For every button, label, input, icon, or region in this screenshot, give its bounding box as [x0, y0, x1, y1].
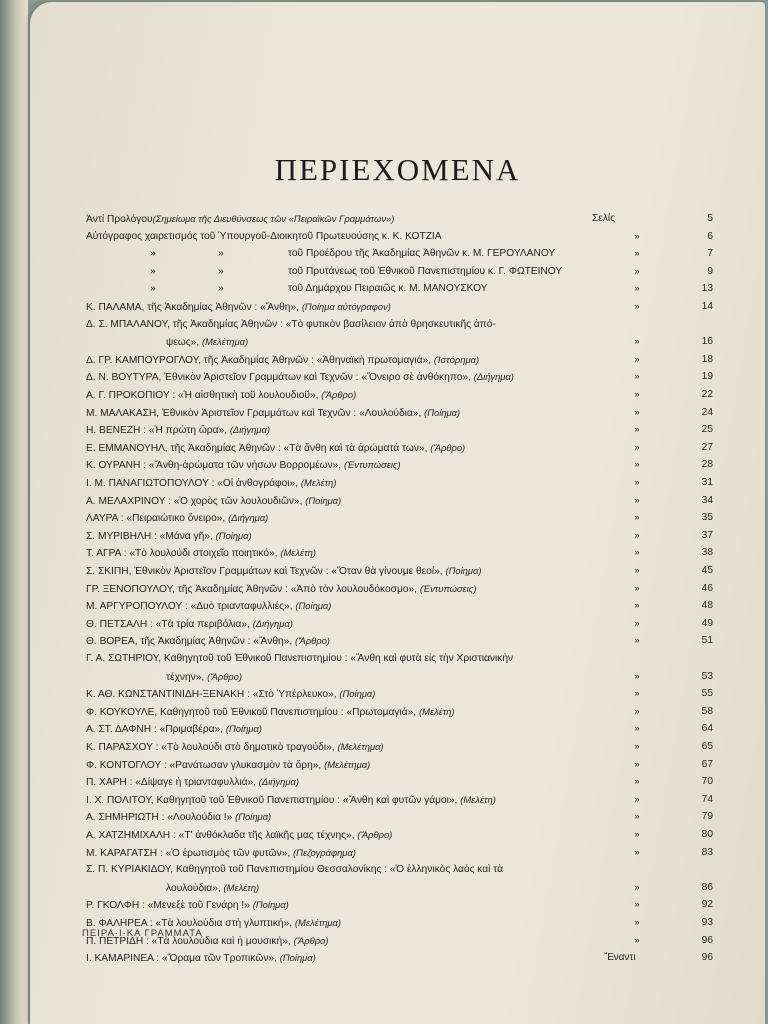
toc-row	[30, 386, 765, 403]
toc-entry-genre: (Διήγημα)	[473, 371, 514, 383]
toc-page-number: 96	[701, 934, 713, 946]
toc-page-number: 80	[701, 829, 713, 840]
toc-row	[30, 632, 765, 649]
toc-entry-genre: (Ἄρθρο)	[430, 441, 466, 453]
toc-page-number: 31	[701, 477, 713, 488]
toc-entry-title: Κ. ΠΑΡΑΣΧΟΥ : «Τὸ λουλούδι στὸ δημοτικὸ τραγούδι»,	[86, 742, 338, 753]
toc-entry-genre: (Ἄρθρο)	[293, 934, 329, 946]
toc-row	[30, 228, 765, 245]
toc-page-number: 55	[701, 688, 713, 700]
toc-entry	[166, 668, 242, 686]
toc-entry-title: τοῦ Δημάρχου Πειραιῶς κ. Μ. ΜΑΝΟΥΣΚΟΥ	[288, 283, 488, 295]
toc-entry	[86, 844, 356, 862]
toc-entry-genre: (Διήγημα)	[229, 424, 271, 436]
toc-page-number: 58	[701, 705, 713, 717]
toc-entry	[86, 509, 268, 527]
toc-row	[30, 756, 765, 773]
toc-entry-title: Αὐτόγραφος χαιρετισμός τοῦ Ὑπουργοῦ-Διοικητοῦ Πρωτευούσης κ. Κ. ΚΟΤΖΙΑ	[86, 230, 442, 242]
toc-entry	[86, 597, 331, 615]
toc-row	[30, 245, 765, 262]
toc-entry-genre: (Ἄρθρο)	[321, 389, 357, 400]
toc-row	[30, 861, 765, 878]
toc-ditto-marker: »	[634, 529, 640, 540]
toc-entry-title: Ι. ΚΑΜΑΡΙΝΕΑ : «Ὅραμα τῶν Τροπικῶν»,	[86, 953, 280, 965]
toc-ditto-marker: »	[634, 371, 640, 382]
table-of-contents	[30, 2, 765, 1024]
toc-entry-genre: (Σημείωμα τῆς Διευθύνσεως τῶν «Πειραϊκῶν Γραμμάτων»)	[152, 213, 395, 224]
toc-page-number: 96	[701, 952, 713, 964]
toc-entry	[86, 791, 496, 809]
toc-entry	[86, 632, 330, 650]
toc-entry	[86, 298, 391, 316]
toc-row	[30, 685, 765, 702]
toc-entry	[86, 210, 394, 228]
toc-row	[30, 580, 765, 597]
toc-page-number: 18	[701, 353, 713, 365]
toc-ditto-marker: »	[634, 881, 640, 892]
toc-entry-title: Κ. ΟΥΡΑΝΗ : «Ἄνθη-ἀρώματα τῶν νήσων Βορρομέων»,	[86, 460, 344, 472]
toc-entry-genre: (Ποίημα αὐτόγραφον)	[301, 301, 391, 312]
toc-page-number: 22	[701, 389, 713, 400]
toc-row	[30, 316, 765, 333]
toc-ditto-marker: »	[634, 811, 640, 822]
toc-entry-genre: (Ποίημα)	[225, 723, 262, 735]
toc-entry-title: Θ. ΠΕΤΣΑΛΗ : «Τὰ τρία περιβόλια»,	[86, 618, 253, 630]
toc-entry	[86, 421, 270, 439]
toc-entry-genre: (Ἄρθρο)	[295, 635, 330, 647]
toc-entry-genre: (Μελέτημα)	[324, 758, 371, 770]
toc-ditto-marker: »	[634, 582, 640, 593]
toc-entry-genre: (Ποίημα)	[339, 688, 376, 700]
toc-row	[30, 544, 765, 561]
toc-row	[30, 720, 765, 737]
toc-ditto-marker: »	[634, 424, 640, 435]
toc-entry-title: Α. ΜΕΛΑΧΡΙΝΟΥ : «Ὁ χορὸς τῶν λουλουδιῶν»,	[86, 495, 306, 507]
toc-row	[30, 474, 765, 491]
toc-entry-genre: (Μελέτημα)	[337, 741, 384, 752]
toc-row	[30, 808, 765, 825]
toc-ditto-marker: »	[634, 512, 640, 523]
toc-row	[30, 456, 765, 473]
toc-ditto-marker: »	[634, 600, 640, 611]
toc-page-number: 79	[701, 811, 713, 823]
toc-row	[30, 826, 765, 843]
toc-row	[30, 439, 765, 456]
toc-entry-title: Α. Γ. ΠΡΟΚΟΠΙΟΥ : «Ἡ αἰσθητικὴ τοῦ λουλουδιοῦ»,	[86, 390, 322, 401]
toc-entry-title: Δ. Ν. ΒΟΥΤΥΡΑ, Ἐθνικὸν Ἀριστεῖον Γραμμάτων καὶ Τεχνῶν : «Ὄνειρο σὲ ἀνθόκηπο»,	[86, 372, 474, 384]
toc-page-number: 35	[701, 512, 713, 524]
toc-entry-genre: (Μελέτη)	[223, 881, 260, 893]
toc-ditto-marker: »	[634, 230, 640, 241]
toc-ditto-marker: »	[634, 688, 640, 699]
toc-entry	[166, 879, 259, 897]
toc-page-number: 65	[701, 741, 713, 752]
toc-entry-genre: (Μελέτημα)	[294, 917, 342, 928]
toc-entry-title: ψεως»,	[166, 337, 202, 349]
toc-entry-genre: (Διήγημα)	[228, 512, 269, 524]
toc-entry-genre: (Ποίημα)	[305, 494, 342, 506]
toc-entry-title: Φ. ΚΟΥΚΟΥΛΕ, Καθηγητοῦ τοῦ Ἐθνικοῦ Πανεπιστημίου : «Πρωτομαγιά»,	[86, 706, 419, 718]
toc-row	[30, 280, 765, 297]
toc-ditto-marker: »	[634, 283, 640, 294]
toc-page-number: 92	[701, 899, 713, 911]
ditto-mark: »	[218, 248, 224, 260]
toc-row	[30, 421, 765, 438]
toc-entry	[86, 562, 481, 580]
toc-page-number: 9	[707, 265, 713, 277]
toc-page-number: 74	[701, 793, 713, 805]
toc-entry	[86, 808, 271, 826]
toc-row	[30, 298, 765, 315]
toc-ditto-marker: »	[634, 265, 640, 276]
toc-entry	[86, 773, 299, 791]
toc-page-number: 34	[701, 494, 713, 506]
ditto-mark: »	[150, 283, 156, 295]
background-book-edge	[0, 0, 28, 1024]
toc-ditto-marker: »	[634, 723, 640, 734]
toc-row	[30, 668, 765, 685]
toc-page-number: 67	[701, 758, 713, 770]
toc-entry	[86, 316, 496, 333]
toc-entry-title: Σ. Π. ΚΥΡΙΑΚΙΔΟΥ, Καθηγητοῦ τοῦ Πανεπιστημίου Θεσσαλονίκης : «Ὁ ἑλληνικὸς λαὸς καὶ τὰ	[86, 864, 504, 876]
toc-row	[30, 527, 765, 544]
toc-row	[30, 562, 765, 579]
toc-page-number: 53	[701, 670, 713, 682]
toc-entry-title: Β. ΦΑΛΗΡΕΑ : «Τὰ λουλούδια στὴ γλυπτική»,	[86, 918, 295, 929]
toc-entry-genre: (Ἄρθρο)	[207, 670, 243, 682]
page-column-label: Σελίς	[592, 213, 616, 224]
toc-entry	[288, 263, 562, 280]
toc-page-number: 51	[701, 635, 713, 647]
toc-entry-title: Φ. ΚΟΝΤΟΓΛΟΥ : «Ρανάτωσαν γλυκασμὸν τὰ ὄρη»,	[86, 759, 325, 771]
toc-entry	[86, 949, 316, 967]
toc-entry-title: Ι. Χ. ΠΟΛΙΤΟΥ, Καθηγητοῦ τοῦ Ἐθνικοῦ Πανεπιστημίου : «Ἄνθη καὶ φυτῶν γάμοι»,	[86, 794, 461, 806]
toc-page-number: 6	[707, 230, 713, 242]
toc-row	[30, 879, 765, 896]
toc-row	[30, 773, 765, 790]
toc-entry	[86, 896, 289, 914]
toc-entry	[86, 861, 503, 878]
toc-row	[30, 949, 765, 966]
toc-entry-genre: (Μελέτη)	[300, 477, 337, 488]
toc-entry-genre: (Ἱστόρημα)	[433, 353, 480, 365]
toc-page-number: 19	[701, 371, 713, 383]
toc-entry-title: Η. ΒΕΝΕΖΗ : «Ἡ πρώτη ὥρα»,	[86, 425, 230, 437]
toc-row	[30, 844, 765, 861]
toc-entry	[86, 351, 479, 369]
toc-row	[30, 351, 765, 368]
toc-page-number: 48	[701, 600, 713, 612]
toc-entry-genre: (Ἄρθρο)	[357, 829, 393, 840]
toc-entry	[86, 439, 465, 457]
toc-row	[30, 597, 765, 614]
toc-entry-genre: (Ποίημα)	[252, 899, 289, 911]
toc-page-number: 83	[701, 846, 713, 858]
toc-entry-title: τέχνην»,	[166, 671, 208, 683]
toc-entry-genre: (Μελέτη)	[460, 793, 496, 805]
document-page	[30, 2, 765, 1024]
toc-page-number: 70	[701, 776, 713, 788]
toc-page-number: 28	[701, 459, 713, 471]
toc-ditto-marker: »	[634, 565, 640, 575]
toc-entry-title: Ε. ΕΜΜΑΝΟΥΗΛ, τῆς Ἀκαδημίας Ἀθηνῶν : «Τὰ ἄνθη καὶ τὰ ἀρώματά των»,	[86, 442, 431, 454]
toc-ditto-marker: Ἔναντι	[604, 952, 636, 964]
toc-entry-title: Ρ. ΓΚΟΛΦΗ : «Μενεξὲ τοῦ Γενάρη !»	[86, 900, 253, 912]
ditto-mark: »	[150, 248, 156, 260]
ditto-mark: »	[218, 283, 224, 295]
toc-entry-title: Π. ΠΕΤΡΙΔΗ : «Τὰ λουλούδια καὶ ἡ μουσική»,	[86, 935, 294, 947]
toc-page-number: 64	[701, 723, 713, 735]
toc-entry-title: λουλούδια»,	[166, 882, 224, 894]
toc-entry	[288, 245, 555, 262]
toc-entry	[86, 456, 401, 474]
toc-entry-title: Μ. ΑΡΓΥΡΟΠΟΥΛΟΥ : «Δυὸ τριανταφυλλιές»,	[86, 601, 296, 613]
toc-entry-title: Σ. ΣΚΙΠΗ, Ἐθνικὸν Ἀριστεῖον Γραμμάτων καὶ Τεχνῶν : «Ὅταν θὰ γίνουμε θεοί»,	[86, 566, 446, 577]
toc-entry	[86, 228, 442, 245]
toc-page-number: 13	[701, 283, 713, 295]
toc-entry-genre: (Ποίημα)	[445, 565, 482, 576]
toc-entry	[86, 527, 252, 545]
toc-entry-title: Ἀντί Προλόγου	[86, 214, 153, 225]
toc-entry	[86, 738, 384, 756]
toc-entry-genre: (Ποίημα)	[235, 811, 272, 823]
toc-row	[30, 509, 765, 526]
toc-entry-title: Θ. ΒΟΡΕΑ, τῆς Ἀκαδημίας Ἀθηνῶν : «Ἄνθη»,	[86, 636, 295, 648]
toc-entry-genre: (Ποίημα)	[215, 529, 252, 541]
toc-entry-title: Κ. ΠΑΛΑΜΑ, τῆς Ἀκαδημίας Ἀθηνῶν : «Ἄνθη»,	[86, 302, 302, 313]
toc-row	[30, 404, 765, 421]
toc-entry-title: ΛΑΥΡΑ : «Πειραιώτικο ὄνειρο»,	[86, 513, 229, 525]
toc-ditto-marker: »	[634, 776, 640, 787]
toc-entry	[86, 826, 392, 844]
toc-entry-title: Κ. ΑΘ. ΚΩΝΣΤΑΝΤΙΝΙΔΗ-ΞΕΝΑΚΗ : «Στὸ Ὑπέρλευκο»,	[86, 689, 340, 701]
toc-page-number: 27	[701, 441, 713, 453]
toc-ditto-marker: »	[634, 899, 640, 910]
toc-ditto-marker: »	[634, 758, 640, 769]
toc-page-number: 7	[707, 248, 713, 260]
toc-entry-genre: (Διήγημα)	[258, 776, 299, 788]
toc-page-number: 25	[701, 424, 713, 436]
toc-ditto-marker: »	[634, 917, 640, 927]
toc-entry-genre: (Μελέτη)	[280, 547, 316, 559]
toc-entry-genre: (Ποίημα)	[424, 406, 461, 418]
toc-ditto-marker: »	[634, 301, 640, 311]
toc-entry-title: Γ. Α. ΣΩΤΗΡΙΟΥ, Καθηγητοῦ τοῦ Ἐθνικοῦ Πανεπιστημίου : «Ἄνθη καὶ φυτὰ εἰς τὴν Χριστιανικὴν	[86, 653, 514, 664]
toc-entry	[86, 580, 476, 598]
toc-row	[30, 650, 765, 667]
toc-row	[30, 896, 765, 913]
toc-entry	[86, 386, 356, 404]
toc-entry-title: Δ. Σ. ΜΠΑΛΑΝΟΥ, τῆς Ἀκαδημίας Ἀθηνῶν : «Τὸ φυτικὸν βασίλειον ἀπὸ θρησκευτικῆς ἀπό-	[86, 318, 496, 330]
toc-ditto-marker: »	[634, 547, 640, 558]
toc-entry-genre: (Μελέτημα)	[202, 336, 249, 348]
toc-entry	[86, 492, 341, 510]
toc-entry	[166, 333, 248, 351]
toc-page-number: 38	[701, 547, 713, 559]
toc-ditto-marker: »	[634, 846, 640, 857]
toc-entry	[86, 756, 370, 774]
toc-page-number: 49	[701, 617, 713, 629]
toc-entry-title: Α. ΧΑΤΖΗΜΙΧΑΛΗ : «Τ' ἀνθόκλαδα τῆς λαϊκῆς μας τέχνης»,	[86, 830, 358, 841]
toc-entry-title: τοῦ Πρυτάνεως τοῦ Ἐθνικοῦ Πανεπιστημίου κ. Γ. ΦΩΤΕΙΝΟΥ	[288, 265, 563, 277]
toc-page-number: 46	[701, 582, 713, 594]
toc-entry-title: Μ. ΜΑΛΑΚΑΣΗ, Ἐθνικὸν Ἀριστεῖον Γραμμάτων καὶ Τεχνῶν : «Λουλούδια»,	[86, 407, 425, 419]
toc-entry	[86, 615, 293, 633]
toc-row	[30, 615, 765, 632]
toc-entry-title: Α. ΣΤ. ΔΑΦΝΗ : «Πριμαβέρα»,	[86, 724, 226, 736]
toc-entry-title: Σ. ΜΥΡΙΒΗΛΗ : «Μάνα γῆ»,	[86, 530, 216, 542]
toc-entry-title: τοῦ Προέδρου τῆς Ἀκαδημίας Ἀθηνῶν κ. Μ. ΓΕΡΟΥΛΑΝΟΥ	[288, 248, 556, 260]
toc-entry	[86, 720, 262, 738]
toc-entry	[288, 280, 487, 297]
toc-ditto-marker: »	[634, 477, 640, 487]
toc-entry	[86, 650, 513, 667]
toc-entry-title: ΓΡ. ΞΕΝΟΠΟΥΛΟΥ, τῆς Ἀκαδημίας Ἀθηνῶν : «Ἀπὸ τὸν λουλουδόκοσμο»,	[86, 583, 420, 595]
toc-page-number: 24	[701, 406, 713, 418]
toc-entry-title: Α. ΣΗΜΗΡΙΩΤΗ : «Λουλούδια !»	[86, 812, 236, 824]
toc-row	[30, 703, 765, 720]
toc-ditto-marker: »	[634, 406, 640, 417]
toc-entry	[86, 703, 455, 721]
toc-ditto-marker: »	[634, 353, 640, 364]
toc-ditto-marker: »	[634, 248, 640, 259]
toc-entry	[86, 544, 316, 562]
ditto-mark: »	[218, 265, 224, 277]
toc-entry	[86, 404, 460, 422]
toc-page-number: 5	[707, 213, 713, 224]
toc-entry-genre: (Ποίημα)	[295, 600, 332, 612]
toc-ditto-marker: »	[634, 336, 640, 347]
toc-ditto-marker: »	[634, 494, 640, 505]
toc-entry	[86, 368, 514, 386]
toc-ditto-marker: »	[634, 441, 640, 452]
toc-ditto-marker: »	[634, 635, 640, 646]
toc-page-number: 86	[701, 881, 713, 893]
running-footer: ΠΕΙΡΑ·Ι·ΚΑ ΓΡΑΜΜΑΤΑ	[82, 928, 203, 939]
toc-row	[30, 738, 765, 755]
toc-page-number: 37	[701, 529, 713, 541]
toc-row	[30, 263, 765, 280]
toc-entry-genre: (Ποίημα)	[279, 952, 316, 964]
ditto-mark: »	[150, 265, 156, 277]
toc-ditto-marker: »	[634, 934, 640, 945]
toc-entry-genre: (Μελέτη)	[418, 705, 455, 717]
toc-entry-title: Μ. ΚΑΡΑΓΑΤΣΗ : «Ὁ ἐρωτισμὸς τῶν φυτῶν»,	[86, 847, 294, 859]
toc-entry-title: Τ. ΑΓΡΑ : «Τὸ λουλούδι στοιχεῖο ποιητικό»,	[86, 548, 281, 560]
toc-ditto-marker: »	[634, 459, 640, 470]
toc-ditto-marker: »	[634, 793, 640, 804]
toc-entry	[86, 685, 375, 703]
toc-ditto-marker: »	[634, 389, 640, 399]
toc-page-number: 14	[701, 301, 713, 312]
toc-row	[30, 210, 765, 227]
toc-entry-title: Π. ΧΑΡΗ : «Δίψαγε ἡ τριανταφυλλιά»,	[86, 777, 259, 789]
toc-entry-genre: (Διήγημα)	[252, 617, 293, 629]
toc-entry-genre: (Πεζογράφημα)	[293, 846, 356, 858]
toc-page-number: 93	[701, 917, 713, 928]
toc-page-number: 16	[701, 336, 713, 348]
toc-ditto-marker: »	[634, 741, 640, 751]
toc-entry-genre: (Ἐντυπώσεις)	[343, 459, 401, 471]
toc-entry-title: Δ. ΓΡ. ΚΑΜΠΟΥΡΟΓΛΟΥ, τῆς Ἀκαδημίας Ἀθηνῶν : «Ἀθηναϊκὴ πρωτομαγιά»,	[86, 354, 434, 366]
toc-ditto-marker: »	[634, 829, 640, 839]
toc-page-number: 45	[701, 565, 713, 576]
toc-ditto-marker: »	[634, 670, 640, 681]
toc-row	[30, 492, 765, 509]
toc-entry	[86, 474, 337, 492]
page-title: ΠΕΡΙΕΧΟΜΕΝΑ	[274, 152, 521, 187]
toc-ditto-marker: »	[634, 705, 640, 716]
toc-row	[30, 333, 765, 350]
toc-ditto-marker: »	[634, 617, 640, 628]
toc-row	[30, 368, 765, 385]
toc-entry-title: Ι. Μ. ΠΑΝΑΓΙΩΤΟΠΟΥΛΟΥ : «Οἱ ἀνθογράφοι»,	[86, 478, 301, 489]
toc-entry-genre: (Ἐντυπώσεις)	[419, 582, 477, 594]
toc-row	[30, 791, 765, 808]
